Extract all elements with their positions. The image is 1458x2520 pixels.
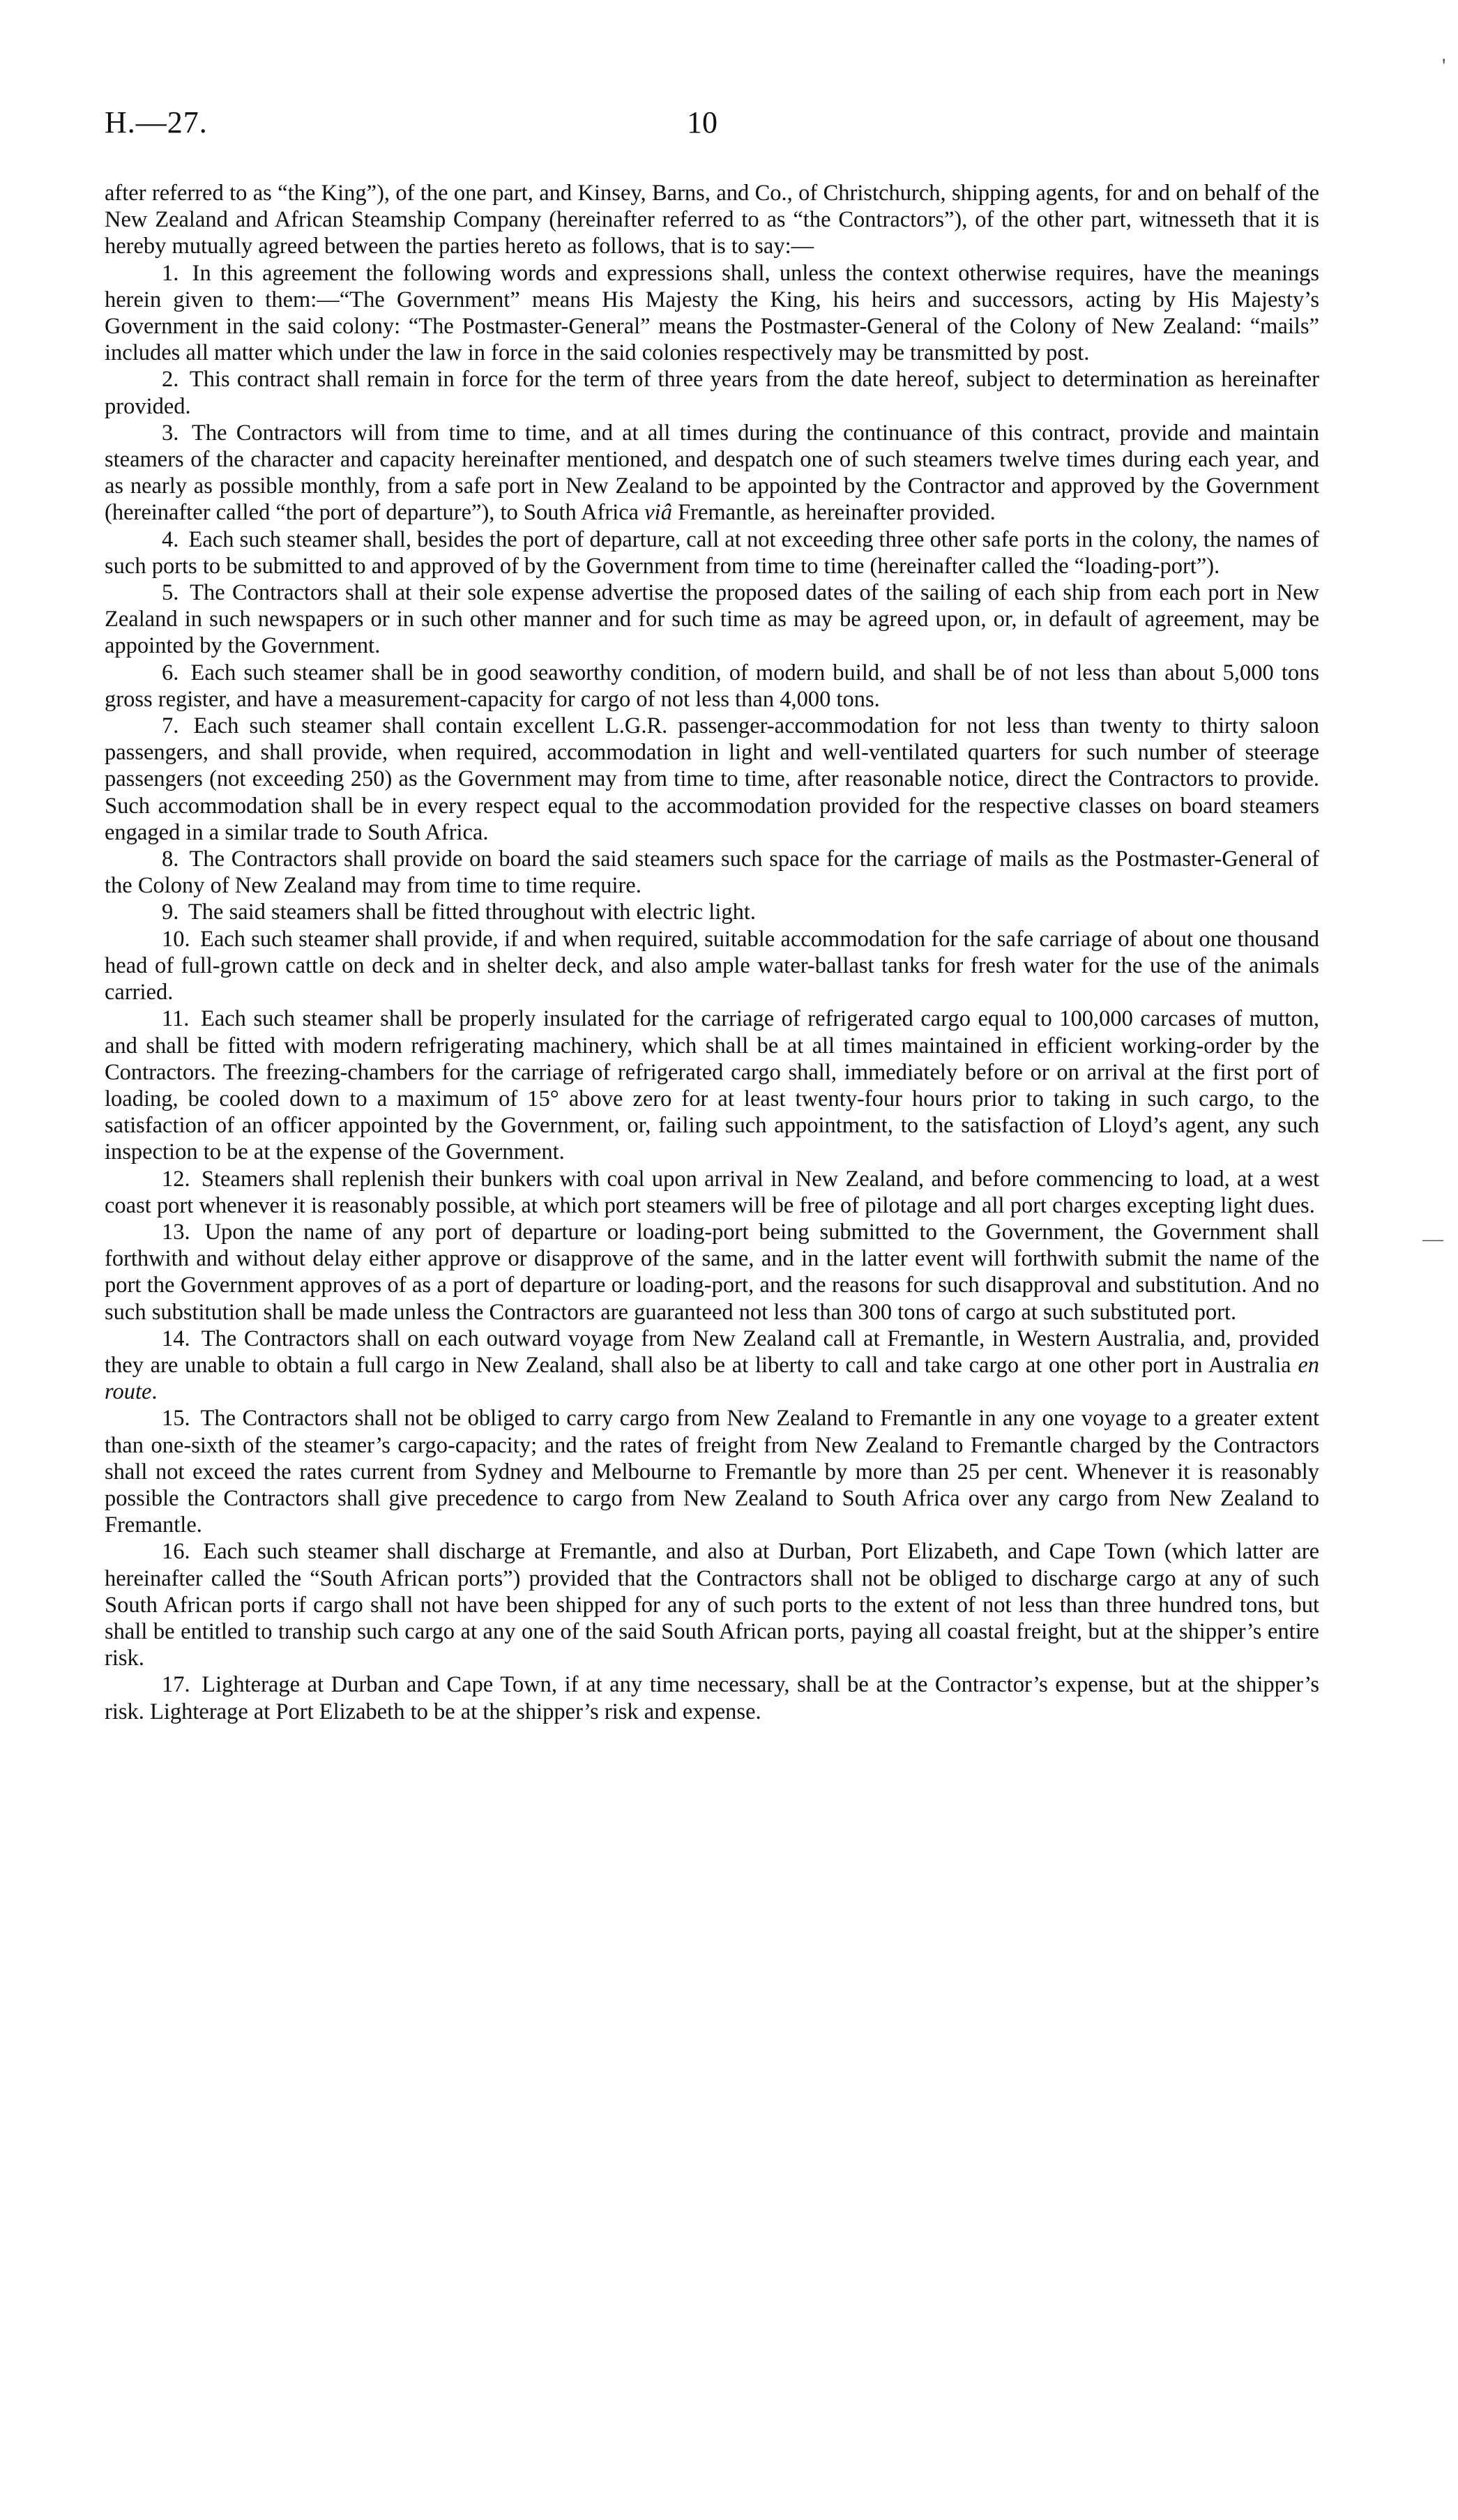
clause-text: The Contractors shall not be obliged to carry cargo from New Zealand to Fremantle in any one voyage to a greater extent than one-sixth of the steamer’s cargo-capacity; and the rates of freight from New Zealand to Fremantle charged by the Contractors shall not exceed the rates current from Sydney and Melbourne to Fremantle by more than 25 per cent. Whenever it is reasonably possible the Contractors shall give precedence to cargo from New Zealand to South Africa over any cargo from New Zealand to Fremantle. — [105, 1406, 1319, 1538]
clause-number: 12. — [162, 1166, 190, 1192]
clause-italic: viâ — [644, 500, 672, 526]
clause-17 — [105, 1671, 1319, 1724]
clause-4 — [105, 526, 1319, 579]
clause-text: Upon the name of any port of departure or loading-port being submitted to the Government, the Government shall forthwith and without delay either approve or disapprove of the same, and in the latter event will forthwith submit the name of the port the Government approves of as a port of departure or loading-port, and the reasons for such disapproval and substitution. And no such substitution shall be made unless the Contractors are guaranteed not less than 300 tons of cargo at such substituted port. — [105, 1219, 1320, 1325]
clause-10 — [105, 926, 1319, 1006]
clause-number: 4. — [162, 526, 179, 552]
clause-16 — [105, 1538, 1319, 1671]
clause-text: In this agreement the following words and expressions shall, unless the context otherwise requires, have the meanings herein given to them:—“The Government” means His Majesty the King, his heirs and successors, acting by His Majesty’s Government in the said colony: “The Postmaster-General” means the Postmaster-General of the Colony of New Zealand: “mails” includes all matter which under the law in force in the said colonies respectively may be transmitted by post. — [105, 260, 1320, 366]
clause-text: Each such steamer shall discharge at Fremantle, and also at Durban, Port Elizabeth, and Cape Town (which latter are hereinafter called the “South African ports”) provided that the Contractors shall not be obliged to discharge cargo at any of such South African ports if cargo shall not have been shipped for any of such ports to the extent of not less than three hundred tons, but shall be entitled to tranship such cargo at any one of the said South African ports, paying all coastal freight, but at the shipper’s entire risk. — [105, 1539, 1320, 1671]
clause-number: 15. — [162, 1406, 190, 1432]
clause-text: Each such steamer shall be properly insulated for the carriage of refrigerated cargo equal to 100,000 carcases of mutton, and shall be fitted with modern refrigerating machinery, which shall be at all times maintained in efficient working-order by the Contractors. The freezing-chambers for the carriage of refrigerated cargo shall, immediately before or on arrival at the first port of loading, be cooled down to a maximum of 15° above zero for at least twenty-four hours prior to taking in such cargo, to the satisfaction of an officer appointed by the Government, or, failing such appointment, to the satisfaction of Lloyd’s agent, any such inspection to be at the expense of the Government. — [105, 1006, 1320, 1165]
clause-number: 16. — [162, 1539, 190, 1565]
clause-7 — [105, 713, 1319, 846]
page-number: 10 — [687, 105, 717, 139]
clause-text: The Contractors shall at their sole expense advertise the proposed dates of the sailing of each ship from each port in New Zealand in such newspapers or in such other manner and for such time as may be agreed upon, or, in default of agreement, may be appointed by the Government. — [105, 580, 1320, 659]
clause-number: 8. — [162, 847, 179, 872]
clause-text: Lighterage at Durban and Cape Town, if at any time necessary, shall be at the Contractor’s expense, but at the shipper’s risk. Lighterage at Port Elizabeth to be at the shipper’s risk and expense. — [105, 1672, 1319, 1724]
clause-italic: en route — [105, 1352, 1319, 1405]
clause-text: Steamers shall replenish their bunkers with coal upon arrival in New Zealand, and before commencing to load, at a west coast port whenever it is reasonably possible, at which port steamers will be free of pilotage and all port charges excepting light dues. — [105, 1166, 1319, 1218]
clause-text: This contract shall remain in force for the term of three years from the date hereof, subject to determination as hereinafter provided. — [105, 367, 1319, 419]
clause-number: 17. — [162, 1672, 190, 1698]
clause-1 — [105, 260, 1319, 367]
agreement-body — [105, 180, 1319, 1725]
clause-number: 7. — [162, 713, 179, 739]
clause-text: The said steamers shall be fitted throughout with electric light. — [188, 900, 757, 925]
clause-13 — [105, 1219, 1319, 1326]
clause-8 — [105, 846, 1319, 899]
clause-number: 3. — [162, 420, 179, 446]
clause-14 — [105, 1326, 1319, 1406]
clause-3 — [105, 420, 1319, 526]
clause-number: 13. — [162, 1219, 190, 1245]
clause-text: The Contractors shall on each outward voyage from New Zealand call at Fremantle, in Western Australia, and, provided they are unable to obtain a full cargo in New Zealand, shall also be at liberty to call and take cargo at one other port in Australia — [105, 1326, 1319, 1378]
clause-5 — [105, 579, 1319, 660]
clause-15 — [105, 1405, 1319, 1538]
clause-number: 9. — [162, 900, 179, 925]
clause-text: The Contractors will from time to time, and at all times during the continuance of this contract, provide and maintain steamers of the character and capacity hereinafter mentioned, and despatch one of such steamers twelve times during each year, and as nearly as possible monthly, from a safe port in New Zealand to be appointed by the Contractor and approved by the Government (hereinafter called “the port of departure”), to South Africa — [105, 420, 1319, 526]
clause-9 — [105, 899, 1319, 925]
clause-text: Each such steamer shall provide, if and when required, suitable accommodation for the safe carriage of about one thousand head of full-grown cattle on deck and in shelter deck, and also ample water-ballast tanks for fresh water for the use of the animals carried. — [105, 926, 1319, 1005]
clause-number: 14. — [162, 1326, 190, 1351]
clause-text-continued: Fremantle, as hereinafter provided. — [678, 500, 996, 526]
clause-text: Each such steamer shall be in good seaworthy condition, of modern build, and shall be of not less than about 5,000 tons gross register, and have a measurement-capacity for cargo of not less than 4,000 tons. — [105, 660, 1319, 712]
clause-number: 6. — [162, 660, 179, 685]
clause-12 — [105, 1166, 1319, 1219]
clause-number: 11. — [162, 1006, 190, 1032]
clause-text-continued: . — [151, 1379, 158, 1405]
page-header — [105, 105, 1360, 153]
clause-number: 1. — [162, 260, 179, 286]
margin-dash: — — [1422, 1227, 1443, 1250]
clause-number: 5. — [162, 580, 179, 606]
document-reference: H.—27. — [105, 105, 208, 139]
clause-number: 10. — [162, 926, 190, 952]
opening-paragraph: after referred to as “the King”), of the one part, and Kinsey, Barns, and Co., of Christchurch, shipping agents, for and on behalf of the New Zealand and African Steamship Company (hereinafter referred to as “the Contractors”), of the other part, witnesseth that it is hereby mutually agreed between the parties hereto as follows, that is to say:— — [105, 181, 1319, 259]
clause-number: 2. — [162, 367, 179, 393]
clause-text: The Contractors shall provide on board the said steamers such space for the carriage of mails as the Postmaster-General of the Colony of New Zealand may from time to time require. — [105, 847, 1319, 899]
clause-11 — [105, 1005, 1319, 1165]
clause-text: Each such steamer shall contain excellent L.G.R. passenger-accommodation for not less than twenty to thirty saloon passengers, and shall provide, when required, accommodation in light and well-ventilated quarters for such number of steerage passengers (not exceeding 250) as the Government may from time to time, after reasonable notice, direct the Contractors to provide. Such accommodation shall be in every respect equal to the accommodation provided for the respective classes on board steamers engaged in a similar trade to South Africa. — [105, 713, 1320, 845]
clause-6 — [105, 660, 1319, 713]
clause-text: Each such steamer shall, besides the port of departure, call at not exceeding three other safe ports in the colony, the names of such ports to be submitted to and approved of by the Government from time to time (hereinafter called the “loading-port”). — [105, 526, 1320, 579]
margin-mark: ' — [1442, 54, 1446, 77]
clause-2 — [105, 366, 1319, 419]
